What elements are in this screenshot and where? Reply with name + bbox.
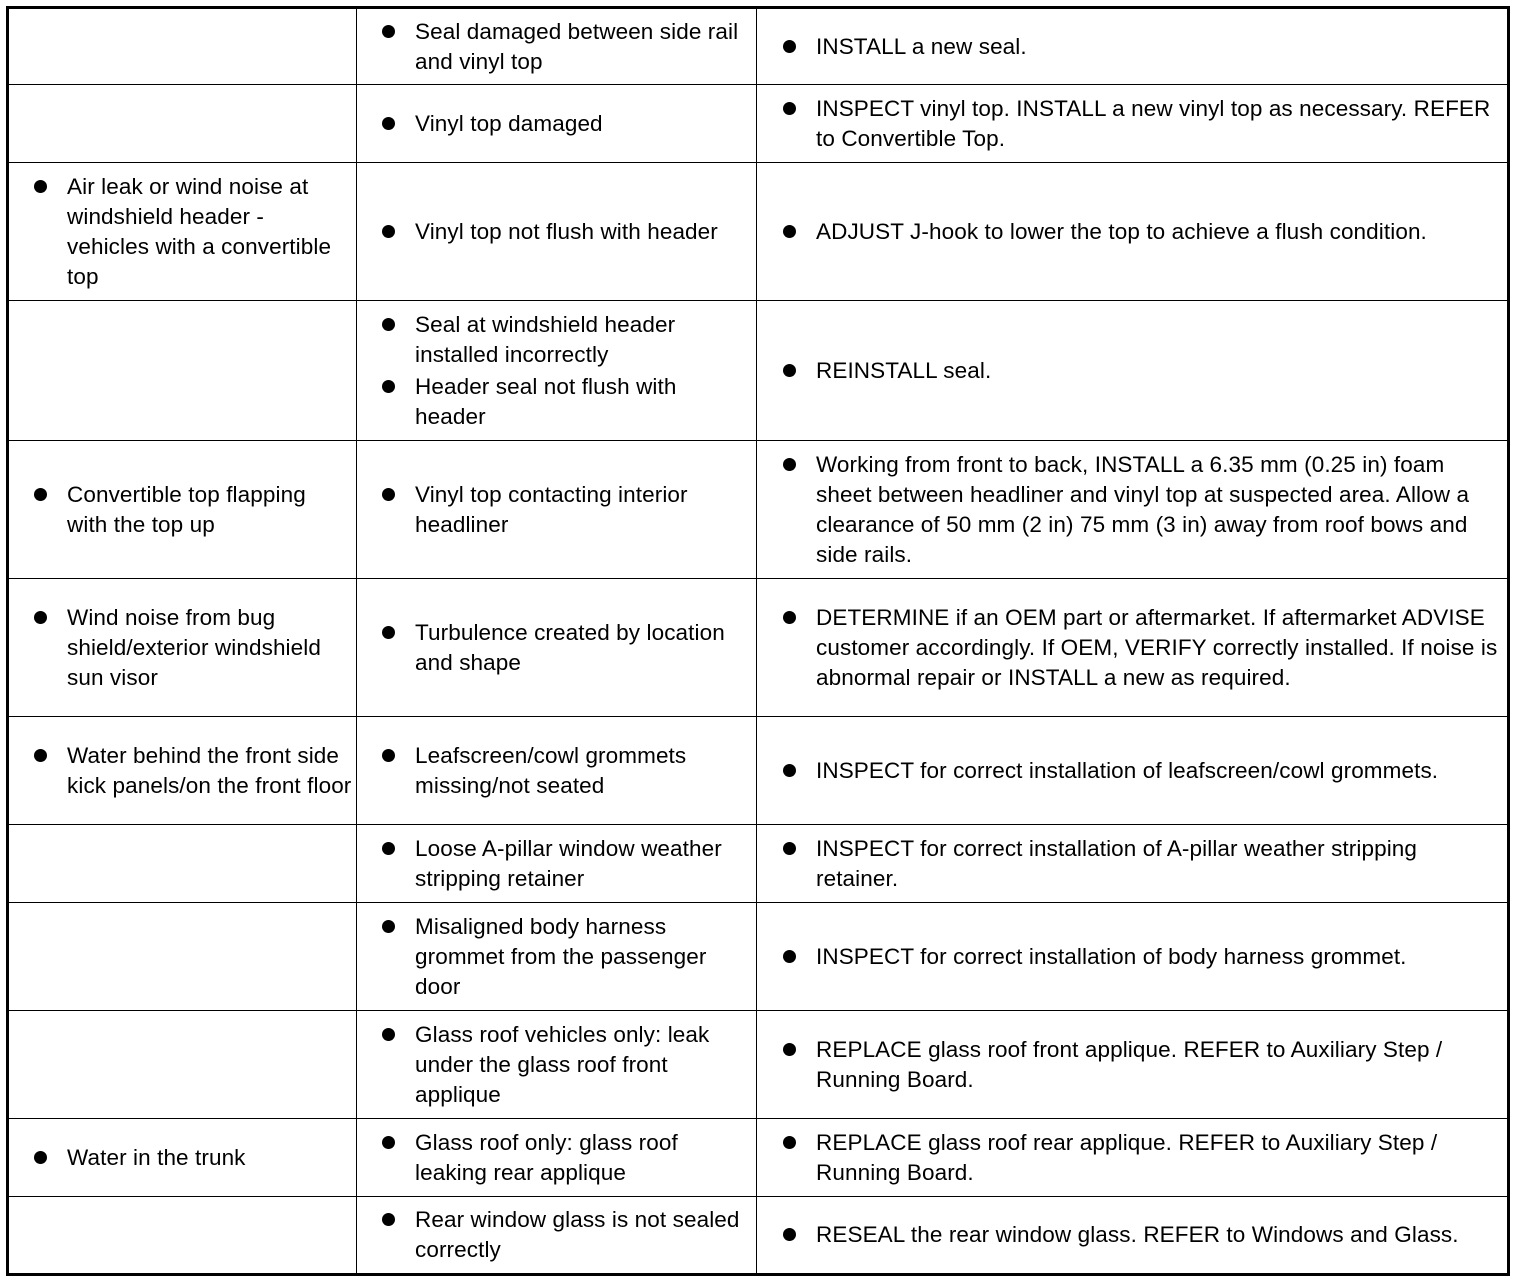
bullet-item <box>757 450 1503 570</box>
bullet-list <box>757 603 1507 693</box>
bullet-item <box>357 912 752 1002</box>
cause-text: Seal damaged between side rail and vinyl top <box>415 18 739 74</box>
action-text: REINSTALL seal. <box>816 357 992 383</box>
bullet-icon <box>382 749 395 762</box>
bullet-item <box>757 217 1503 247</box>
bullet-list <box>757 834 1507 894</box>
bullet-item <box>357 217 752 247</box>
bullet-item <box>757 756 1503 786</box>
cause-cell <box>357 1119 757 1197</box>
table-row <box>8 301 1509 441</box>
bullet-item <box>757 942 1503 972</box>
table-row <box>8 163 1509 301</box>
bullet-list <box>9 603 356 693</box>
cause-cell <box>357 163 757 301</box>
bullet-icon <box>783 611 796 624</box>
cause-cell <box>357 579 757 717</box>
bullet-icon <box>382 626 395 639</box>
bullet-item <box>357 109 752 139</box>
action-text: REPLACE glass roof front applique. REFER to Auxiliary Step / Running Board. <box>816 1036 1443 1092</box>
bullet-item <box>357 17 752 77</box>
cause-text: Vinyl top damaged <box>415 110 603 136</box>
diagnosis-table <box>6 6 1510 1276</box>
table-row <box>8 579 1509 717</box>
bullet-icon <box>34 611 47 624</box>
bullet-icon <box>783 102 796 115</box>
table-row <box>8 441 1509 579</box>
bullet-icon <box>382 117 395 130</box>
action-cell <box>757 163 1509 301</box>
action-cell <box>757 717 1509 825</box>
bullet-icon <box>382 1028 395 1041</box>
table-row <box>8 85 1509 163</box>
bullet-icon <box>783 1043 796 1056</box>
bullet-list <box>9 1143 356 1173</box>
bullet-icon <box>783 40 796 53</box>
bullet-list <box>357 1128 756 1188</box>
table-row <box>8 717 1509 825</box>
bullet-item <box>357 480 752 540</box>
bullet-icon <box>783 364 796 377</box>
bullet-icon <box>382 225 395 238</box>
bullet-list <box>757 1035 1507 1095</box>
bullet-icon <box>34 1151 47 1164</box>
action-text: INSPECT vinyl top. INSTALL a new vinyl top as necessary. REFER to Convertible Top. <box>816 95 1491 151</box>
bullet-item <box>357 1205 752 1265</box>
condition-text: Air leak or wind noise at windshield header - vehicles with a convertible top <box>67 173 332 289</box>
bullet-item <box>757 356 1503 386</box>
table-row <box>8 1197 1509 1275</box>
action-text: Working from front to back, INSTALL a 6.35 mm (0.25 in) foam sheet between headliner and vinyl top at suspected area. Allow a clearance of 50 mm (2 in) 75 mm (3 in) away from roof bows and side rails. <box>816 451 1470 567</box>
cause-text: Vinyl top contacting interior headliner <box>415 481 688 537</box>
bullet-item <box>357 618 752 678</box>
condition-text: Convertible top flapping with the top up <box>67 481 306 537</box>
bullet-list <box>757 356 1507 386</box>
bullet-icon <box>34 180 47 193</box>
bullet-icon <box>34 749 47 762</box>
bullet-item <box>9 603 352 693</box>
condition-cell <box>8 301 357 441</box>
action-text: INSPECT for correct installation of body harness grommet. <box>816 943 1407 969</box>
bullet-list <box>9 480 356 540</box>
condition-text: Wind noise from bug shield/exterior windshield sun visor <box>67 604 321 690</box>
condition-cell <box>8 579 357 717</box>
condition-cell <box>8 825 357 903</box>
bullet-icon <box>783 1136 796 1149</box>
bullet-icon <box>382 318 395 331</box>
bullet-list <box>757 942 1507 972</box>
action-cell <box>757 1119 1509 1197</box>
bullet-item <box>9 480 352 540</box>
cause-cell <box>357 825 757 903</box>
cause-cell <box>357 301 757 441</box>
cause-text: Leafscreen/cowl grommets missing/not seated <box>415 742 687 798</box>
cause-text: Loose A-pillar window weather stripping retainer <box>415 835 722 891</box>
action-text: DETERMINE if an OEM part or aftermarket. If aftermarket ADVISE customer accordingly. If OEM, VERIFY correctly installed. If noise is abnormal repair or INSTALL a new as required. <box>816 604 1498 690</box>
bullet-list <box>757 1128 1507 1188</box>
action-text: INSTALL a new seal. <box>816 33 1027 59</box>
condition-text: Water in the trunk <box>67 1144 246 1170</box>
bullet-item <box>357 372 752 432</box>
bullet-list <box>357 741 756 801</box>
condition-text: Water behind the front side kick panels/on the front floor <box>67 742 352 798</box>
bullet-item <box>9 172 352 292</box>
cause-cell <box>357 441 757 579</box>
table-row <box>8 1119 1509 1197</box>
bullet-item <box>757 1220 1503 1250</box>
bullet-list <box>357 912 756 1002</box>
cause-text: Seal at windshield header installed incorrectly <box>415 311 676 367</box>
bullet-list <box>757 756 1507 786</box>
bullet-list <box>357 480 756 540</box>
bullet-icon <box>783 225 796 238</box>
bullet-icon <box>783 1228 796 1241</box>
bullet-item <box>357 1128 752 1188</box>
bullet-list <box>357 310 756 432</box>
bullet-icon <box>382 1213 395 1226</box>
bullet-icon <box>783 764 796 777</box>
bullet-list <box>9 741 356 801</box>
cause-text: Glass roof vehicles only: leak under the glass roof front applique <box>415 1021 710 1107</box>
cause-text: Vinyl top not flush with header <box>415 218 718 244</box>
cause-text: Rear window glass is not sealed correctly <box>415 1207 740 1262</box>
cause-text: Glass roof only: glass roof leaking rear applique <box>415 1129 678 1185</box>
bullet-list <box>357 1020 756 1110</box>
bullet-icon <box>34 488 47 501</box>
table-row <box>8 1011 1509 1119</box>
action-cell <box>757 1011 1509 1119</box>
table-row <box>8 903 1509 1011</box>
condition-cell <box>8 903 357 1011</box>
cause-text: Turbulence created by location and shape <box>415 619 725 675</box>
bullet-item <box>357 834 752 894</box>
table-row <box>8 8 1509 85</box>
bullet-item <box>757 32 1503 62</box>
bullet-list <box>357 834 756 894</box>
action-cell <box>757 579 1509 717</box>
condition-cell <box>8 8 357 85</box>
bullet-item <box>357 741 752 801</box>
bullet-icon <box>783 458 796 471</box>
bullet-item <box>757 1035 1503 1095</box>
action-text: ADJUST J-hook to lower the top to achieve a flush condition. <box>816 218 1427 244</box>
cause-cell <box>357 1197 757 1275</box>
cause-text: Misaligned body harness grommet from the passenger door <box>415 913 707 999</box>
bullet-list <box>757 450 1507 570</box>
condition-cell <box>8 85 357 163</box>
bullet-item <box>9 741 352 801</box>
action-cell <box>757 441 1509 579</box>
bullet-item <box>757 603 1503 693</box>
action-text: RESEAL the rear window glass. REFER to Windows and Glass. <box>816 1222 1459 1247</box>
action-text: INSPECT for correct installation of leafscreen/cowl grommets. <box>816 757 1439 783</box>
condition-cell <box>8 1197 357 1275</box>
action-cell <box>757 301 1509 441</box>
condition-cell <box>8 441 357 579</box>
bullet-list <box>757 32 1507 62</box>
cause-cell <box>357 717 757 825</box>
bullet-list <box>757 94 1507 154</box>
bullet-list <box>357 618 756 678</box>
bullet-item <box>757 94 1503 154</box>
bullet-icon <box>783 842 796 855</box>
bullet-icon <box>382 25 395 38</box>
action-cell <box>757 1197 1509 1275</box>
cause-text: Header seal not flush with header <box>415 373 677 429</box>
cause-cell <box>357 903 757 1011</box>
bullet-list <box>357 17 756 77</box>
action-cell <box>757 825 1509 903</box>
bullet-list <box>357 109 756 139</box>
bullet-item <box>357 1020 752 1110</box>
bullet-item <box>757 1128 1503 1188</box>
condition-cell <box>8 717 357 825</box>
cause-cell <box>357 85 757 163</box>
table-row <box>8 825 1509 903</box>
action-cell <box>757 8 1509 85</box>
bullet-icon <box>382 380 395 393</box>
bullet-icon <box>382 842 395 855</box>
condition-cell <box>8 1119 357 1197</box>
bullet-list <box>9 172 356 292</box>
condition-cell <box>8 163 357 301</box>
condition-cell <box>8 1011 357 1119</box>
action-text: INSPECT for correct installation of A-pillar weather stripping retainer. <box>816 835 1418 891</box>
cause-cell <box>357 1011 757 1119</box>
bullet-list <box>757 1220 1507 1250</box>
bullet-item <box>357 310 752 370</box>
bullet-list <box>757 217 1507 247</box>
bullet-list <box>357 1205 756 1265</box>
action-cell <box>757 903 1509 1011</box>
bullet-item <box>9 1143 352 1173</box>
bullet-icon <box>382 488 395 501</box>
bullet-list <box>357 217 756 247</box>
action-cell <box>757 85 1509 163</box>
action-text: REPLACE glass roof rear applique. REFER to Auxiliary Step / Running Board. <box>816 1129 1438 1185</box>
bullet-icon <box>382 1136 395 1149</box>
bullet-item <box>757 834 1503 894</box>
bullet-icon <box>382 920 395 933</box>
bullet-icon <box>783 950 796 963</box>
cause-cell <box>357 8 757 85</box>
diagnosis-table-body <box>8 8 1509 1275</box>
